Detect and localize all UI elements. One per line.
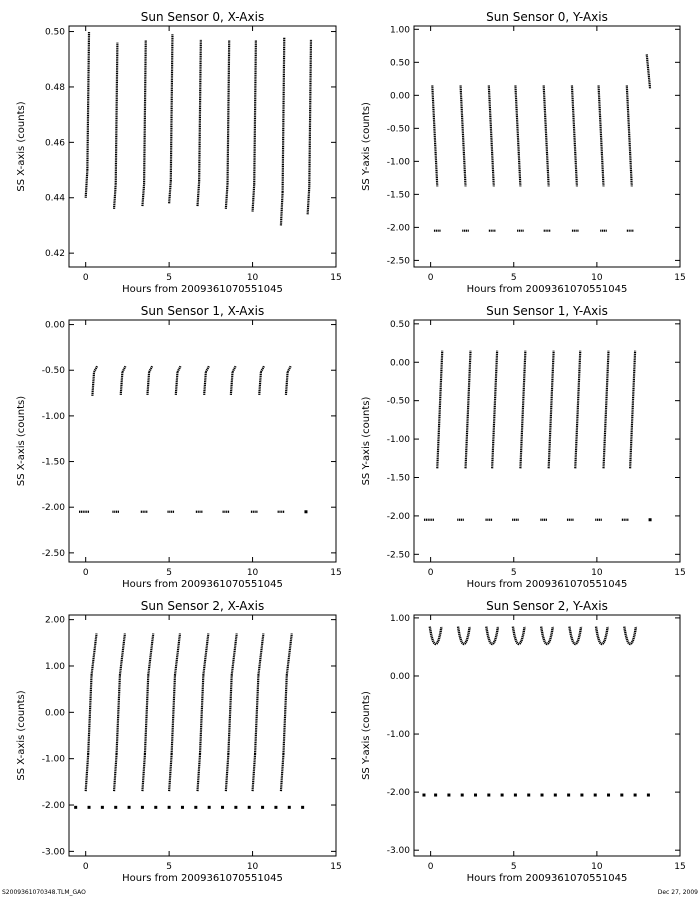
data-trace [169, 754, 172, 791]
data-trace [142, 754, 145, 791]
y-tick-label: -3.00 [386, 846, 410, 857]
x-tick-label: 10 [246, 273, 259, 283]
y-tick-label: -2.00 [41, 801, 65, 812]
chart-title: Sun Sensor 2, X-Axis [140, 599, 265, 613]
data-point [194, 806, 197, 809]
data-trace [288, 366, 291, 372]
data-trace [309, 40, 311, 187]
data-trace [287, 634, 292, 676]
x-tick-label: 5 [166, 273, 172, 283]
data-point [114, 806, 117, 809]
y-tick-label: -0.50 [41, 366, 65, 377]
data-point [514, 794, 517, 797]
data-trace [206, 366, 209, 372]
y-tick-label: 0.48 [44, 82, 65, 93]
data-point [154, 806, 157, 809]
data-trace [86, 170, 88, 198]
data-trace [630, 351, 635, 469]
data-point [647, 794, 650, 797]
data-trace [233, 366, 236, 372]
data-trace [255, 675, 258, 754]
data-point [474, 794, 477, 797]
data-trace [437, 351, 442, 469]
x-tick-label: 10 [591, 273, 603, 283]
data-trace [142, 184, 144, 206]
data-point [447, 794, 450, 797]
data-trace [254, 40, 256, 184]
data-trace [647, 54, 650, 88]
x-tick-label: 0 [427, 273, 434, 283]
data-trace [541, 627, 553, 644]
data-trace [544, 85, 549, 186]
x-axis-label: Hours from 2009361070551045 [122, 579, 283, 590]
y-tick-label: 0.00 [44, 320, 65, 331]
footer-filename: S2009361070348.TLM_GAO [2, 889, 86, 896]
data-trace [627, 85, 632, 186]
y-tick-label: -0.50 [386, 124, 410, 135]
x-tick-label: 0 [427, 568, 434, 578]
x-tick-label: 10 [246, 568, 259, 578]
data-trace [171, 34, 173, 181]
chart-title: Sun Sensor 1, Y-Axis [486, 304, 608, 318]
data-point [434, 794, 437, 797]
chart-title: Sun Sensor 1, X-Axis [140, 304, 265, 318]
x-tick-label: 10 [246, 862, 259, 872]
y-tick-label: 0.00 [389, 671, 410, 682]
data-point [487, 794, 490, 797]
data-trace [259, 372, 261, 395]
data-trace [116, 43, 118, 184]
data-trace [169, 181, 171, 203]
data-point [634, 794, 637, 797]
x-tick-label: 0 [82, 862, 89, 872]
data-trace [226, 754, 229, 791]
y-tick-label: 1.00 [389, 613, 410, 624]
data-trace [283, 675, 286, 754]
data-trace [308, 187, 310, 215]
data-point [74, 806, 77, 809]
data-trace [200, 675, 203, 754]
data-trace [114, 754, 117, 791]
plot-frame [414, 26, 680, 267]
data-point [141, 806, 144, 809]
data-trace [492, 351, 497, 469]
y-axis-label: SS X-axis (counts) [16, 101, 27, 192]
x-axis-label: Hours from 2009361070551045 [122, 284, 283, 295]
y-tick-label: -1.00 [41, 754, 65, 765]
x-tick-label: 15 [330, 568, 342, 578]
data-point [301, 806, 304, 809]
x-axis-label: Hours from 2009361070551045 [466, 284, 628, 295]
chart-panel-1 [361, 10, 686, 295]
x-tick-label: 10 [591, 862, 603, 872]
data-point [101, 806, 104, 809]
y-tick-label: -1.00 [386, 730, 410, 741]
y-tick-label: 0.50 [44, 27, 65, 38]
data-trace [94, 366, 97, 372]
data-trace [489, 85, 494, 186]
data-point [594, 794, 597, 797]
y-tick-label: -1.50 [41, 457, 65, 468]
x-tick-label: 0 [82, 568, 89, 578]
x-tick-label: 15 [330, 273, 342, 283]
x-tick-label: 15 [330, 862, 342, 872]
data-point [501, 794, 504, 797]
y-tick-label: 0.46 [44, 138, 65, 149]
data-point [248, 806, 251, 809]
data-trace [92, 634, 97, 676]
data-trace [197, 181, 199, 206]
data-point [274, 806, 277, 809]
data-point [422, 794, 425, 797]
chart-panel-4 [16, 599, 342, 884]
data-trace [87, 32, 89, 171]
y-tick-label: 0.44 [44, 193, 65, 204]
data-trace [599, 85, 604, 186]
y-tick-label: 0.50 [389, 319, 410, 330]
data-point [580, 794, 583, 797]
data-trace [466, 351, 471, 469]
y-tick-label: -1.00 [386, 435, 410, 446]
data-point [649, 518, 652, 521]
x-tick-label: 5 [510, 862, 517, 872]
data-trace [253, 754, 256, 791]
data-trace [199, 40, 201, 181]
data-trace [604, 351, 609, 469]
y-tick-label: -1.00 [386, 157, 410, 168]
data-point [527, 794, 530, 797]
data-trace [515, 85, 520, 186]
data-trace [569, 627, 581, 644]
data-point [554, 794, 557, 797]
y-tick-label: -2.50 [386, 550, 410, 561]
data-point [288, 806, 291, 809]
y-tick-label: 0.50 [389, 58, 410, 69]
data-point [168, 806, 171, 809]
chart-title: Sun Sensor 0, X-Axis [140, 10, 265, 24]
y-axis-label: SS Y-axis (counts) [361, 102, 372, 191]
footer-date: Dec 27, 2009 [657, 889, 698, 896]
data-trace [253, 184, 255, 212]
chart-panel-2 [16, 304, 342, 590]
data-point [261, 806, 264, 809]
x-tick-label: 5 [510, 568, 517, 578]
data-point [304, 510, 307, 513]
data-trace [177, 366, 180, 372]
data-trace [144, 40, 146, 184]
data-point [128, 806, 131, 809]
x-tick-label: 15 [674, 273, 686, 283]
data-trace [176, 372, 178, 395]
data-trace [486, 627, 498, 644]
y-tick-label: -1.50 [386, 473, 410, 484]
data-trace [172, 675, 175, 754]
data-trace [121, 372, 123, 395]
data-trace [226, 184, 228, 209]
data-trace [231, 372, 233, 395]
data-trace [148, 634, 153, 676]
y-tick-label: 0.42 [44, 249, 65, 260]
y-tick-label: 0.00 [389, 358, 410, 369]
y-axis-label: SS X-axis (counts) [16, 395, 27, 487]
y-tick-label: -2.00 [386, 788, 410, 799]
data-trace [120, 634, 125, 676]
y-axis-label: SS X-axis (counts) [16, 690, 27, 781]
data-point [234, 806, 237, 809]
data-trace [624, 627, 636, 644]
data-trace [575, 351, 580, 469]
data-trace [432, 85, 437, 186]
data-trace [281, 192, 283, 225]
data-trace [149, 366, 152, 372]
data-trace [145, 675, 148, 754]
plot-frame [69, 615, 336, 856]
y-tick-label: -1.50 [386, 190, 410, 201]
data-trace [258, 634, 263, 676]
data-trace [232, 634, 237, 676]
y-tick-label: 1.00 [44, 661, 65, 672]
x-axis-label: Hours from 2009361070551045 [122, 873, 283, 884]
data-trace [286, 372, 288, 395]
plot-frame [69, 320, 336, 562]
chart-panel-5 [361, 599, 686, 884]
chart-panel-3 [361, 304, 686, 590]
data-point [541, 794, 544, 797]
data-trace [86, 754, 89, 791]
data-trace [549, 351, 554, 469]
data-trace [147, 372, 149, 395]
data-trace [92, 372, 94, 396]
y-tick-label: -2.50 [41, 548, 65, 559]
data-trace [175, 634, 180, 676]
y-tick-label: -0.50 [386, 396, 410, 407]
data-trace [203, 634, 208, 676]
y-tick-label: -2.00 [386, 223, 410, 234]
x-tick-label: 5 [166, 568, 172, 578]
data-trace [117, 675, 120, 754]
y-tick-label: -3.00 [41, 847, 65, 858]
data-trace [520, 351, 525, 469]
y-axis-label: SS Y-axis (counts) [361, 691, 372, 780]
data-trace [513, 627, 525, 644]
data-trace [228, 40, 230, 184]
data-trace [430, 627, 442, 644]
y-tick-label: -2.00 [41, 503, 65, 514]
x-tick-label: 5 [166, 862, 172, 872]
plot-frame [414, 320, 680, 562]
data-trace [281, 754, 284, 791]
data-point [208, 806, 211, 809]
data-trace [88, 675, 91, 754]
data-point [607, 794, 610, 797]
y-tick-label: 1.00 [389, 25, 410, 36]
y-tick-label: -2.00 [386, 511, 410, 522]
data-point [88, 806, 91, 809]
y-tick-label: -1.00 [41, 411, 65, 422]
chart-title: Sun Sensor 0, Y-Axis [486, 10, 608, 24]
data-trace [197, 754, 200, 791]
x-axis-label: Hours from 2009361070551045 [466, 873, 628, 884]
y-tick-label: -2.50 [386, 256, 410, 267]
x-axis-label: Hours from 2009361070551045 [466, 579, 628, 590]
data-trace [283, 37, 285, 192]
x-tick-label: 5 [510, 273, 517, 283]
data-point [461, 794, 464, 797]
x-tick-label: 0 [427, 862, 434, 872]
data-trace [572, 85, 577, 186]
x-tick-label: 10 [591, 568, 603, 578]
data-point [567, 794, 570, 797]
y-tick-label: 0.00 [44, 708, 65, 719]
data-point [620, 794, 623, 797]
x-tick-label: 15 [674, 862, 686, 872]
data-trace [122, 366, 125, 372]
data-trace [204, 372, 206, 395]
data-trace [228, 675, 231, 754]
plot-frame [69, 26, 336, 267]
data-trace [461, 85, 466, 186]
chart-panel-0 [16, 10, 342, 295]
plot-frame [414, 615, 680, 856]
y-tick-label: 2.00 [44, 615, 65, 626]
x-tick-label: 0 [82, 273, 89, 283]
data-trace [114, 184, 116, 209]
data-point [181, 806, 184, 809]
chart-title: Sun Sensor 2, Y-Axis [486, 599, 608, 613]
y-tick-label: 0.00 [389, 91, 410, 102]
data-trace [596, 627, 608, 644]
y-axis-label: SS Y-axis (counts) [361, 396, 372, 486]
data-point [221, 806, 224, 809]
x-tick-label: 15 [674, 568, 686, 578]
data-trace [261, 366, 264, 372]
data-trace [458, 627, 470, 644]
